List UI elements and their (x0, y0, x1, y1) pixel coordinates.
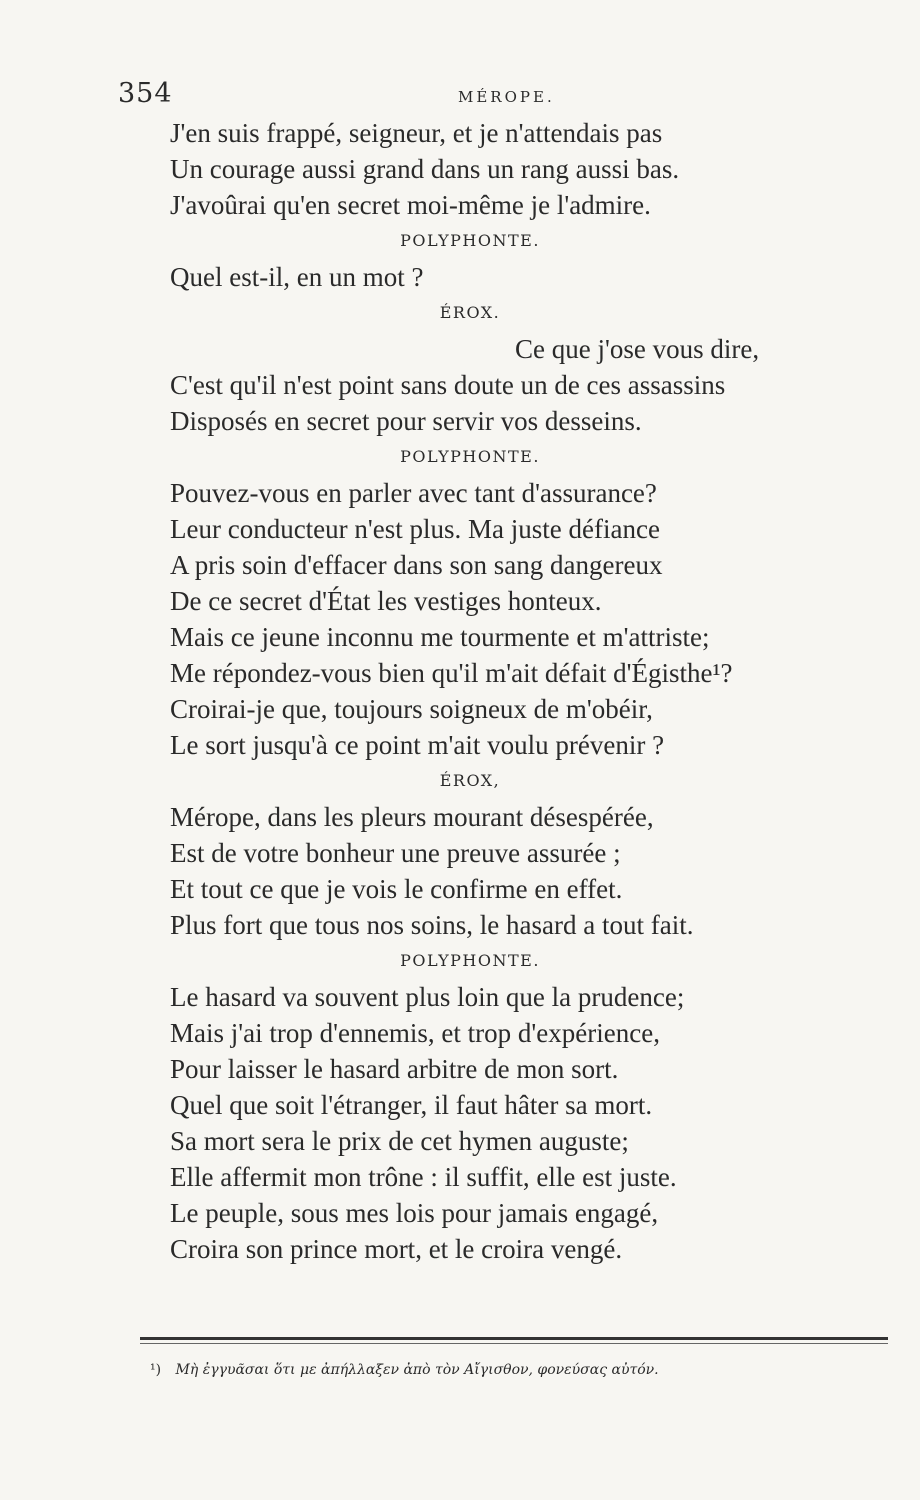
verse-line: Croira son prince mort, et le croira vengé. (170, 1234, 623, 1264)
verse-line: Sa mort sera le prix de cet hymen auguste; (170, 1126, 629, 1156)
verse-line: Le peuple, sous mes lois pour jamais engagé, (170, 1198, 659, 1228)
verse-line: Mérope, dans les pleurs mourant désespérée, (170, 802, 654, 832)
page-header (118, 78, 818, 118)
verse-line: Elle affermit mon trône : il suffit, elle est juste. (170, 1162, 677, 1192)
verse-line: A pris soin d'effacer dans son sang dangereux (170, 550, 663, 580)
verse-line: Un courage aussi grand dans un rang aussi bas. (170, 154, 680, 184)
verse-line: Mais ce jeune inconnu me tourmente et m'attriste; (170, 622, 710, 652)
verse-line: J'en suis frappé, seigneur, et je n'attendais pas (170, 118, 663, 148)
verse-line: Le hasard va souvent plus loin que la prudence; (170, 982, 685, 1012)
verse-line: Ce que j'ose vous dire, (515, 334, 760, 364)
footnote-rule (140, 1337, 888, 1340)
footnote-rule-thin (140, 1343, 888, 1344)
verse-line: Plus fort que tous nos soins, le hasard a tout fait. (170, 910, 694, 940)
verse-line: Et tout ce que je vois le confirme en effet. (170, 874, 623, 904)
verse-line: Disposés en secret pour servir vos desseins. (170, 406, 642, 436)
verse-line: Le sort jusqu'à ce point m'ait voulu prévenir ? (170, 730, 665, 760)
verse-line: Quel que soit l'étranger, il faut hâter sa mort. (170, 1090, 653, 1120)
verse-line: J'avoûrai qu'en secret moi-même je l'admire. (170, 190, 651, 220)
footnote-text: Μὴ ἐγγυᾶσαι ὅτι με ἀπήλλαξεν ἀπὸ τὸν Αἴγισθον, φονεύσας αὐτόν. (175, 1362, 659, 1378)
page-number: 354 (118, 78, 173, 109)
footnote-mark: ¹) (150, 1362, 162, 1378)
footnote (150, 1362, 870, 1378)
verse-line: Est de votre bonheur une preuve assurée ; (170, 838, 621, 868)
verse-line: Croirai-je que, toujours soigneux de m'obéir, (170, 694, 653, 724)
verse-line: Pouvez-vous en parler avec tant d'assurance? (170, 478, 657, 508)
speaker-name: ÉROX. (439, 303, 501, 322)
speaker-name: POLYPHONTE. (400, 447, 540, 466)
running-title: MÉROPE. (458, 88, 555, 106)
verse-text (170, 115, 820, 1267)
verse-line: Pour laisser le hasard arbitre de mon sort. (170, 1054, 619, 1084)
verse-line: Leur conducteur n'est plus. Ma juste défiance (170, 514, 660, 544)
verse-line: Mais j'ai trop d'ennemis, et trop d'expérience, (170, 1018, 660, 1048)
verse-line: Quel est-il, en un mot ? (170, 262, 424, 292)
speaker-name: ÉROX, (439, 771, 501, 790)
verse-line: Me répondez-vous bien qu'il m'ait défait d'Égisthe¹? (170, 658, 733, 688)
speaker-name: POLYPHONTE. (400, 951, 540, 970)
verse-line: De ce secret d'État les vestiges honteux. (170, 586, 602, 616)
speaker-name: POLYPHONTE. (400, 231, 540, 250)
verse-line: C'est qu'il n'est point sans doute un de ces assassins (170, 370, 726, 400)
